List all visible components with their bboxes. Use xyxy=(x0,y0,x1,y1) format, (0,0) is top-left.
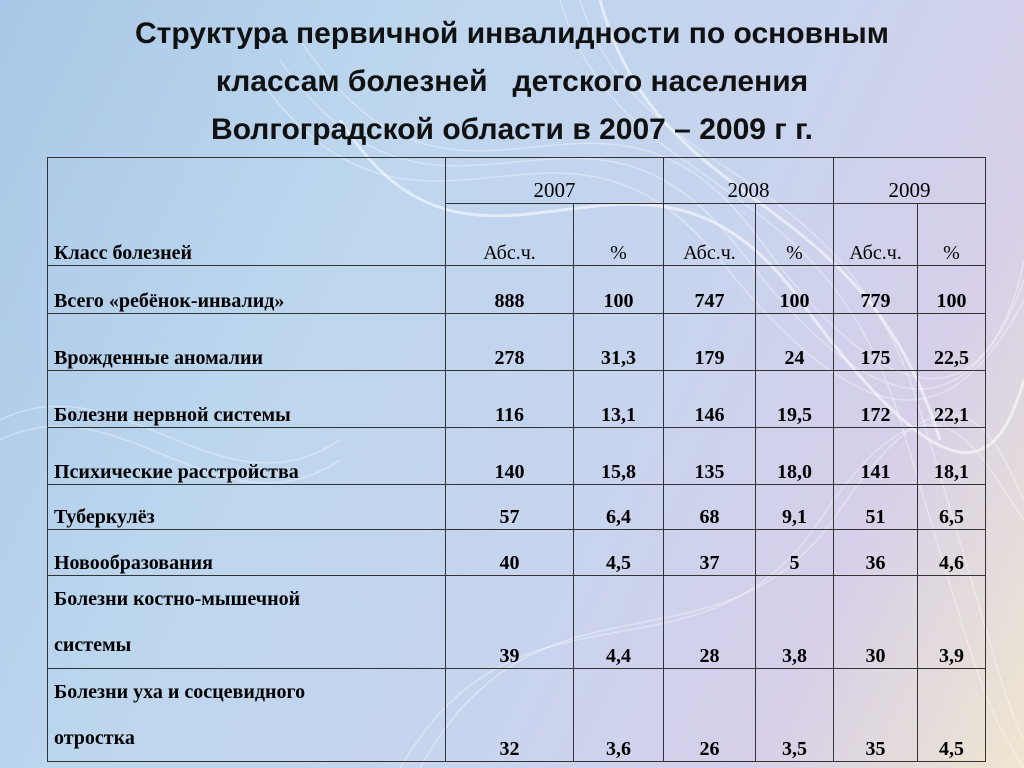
cell-value: 6,5 xyxy=(918,485,986,530)
title-line-3: Волгоградской области в 2007 – 2009 г г. xyxy=(211,113,813,146)
cell-value: 4,5 xyxy=(918,669,986,762)
cell-value: 3,6 xyxy=(574,669,664,762)
row-label xyxy=(48,576,446,669)
cell-value: 13,1 xyxy=(574,371,664,428)
cell-value: 35 xyxy=(834,669,918,762)
cell-value: 888 xyxy=(446,266,574,314)
subheader-abs: Абс.ч. xyxy=(834,204,918,266)
cell-value: 15,8 xyxy=(574,428,664,485)
cell-value: 747 xyxy=(664,266,756,314)
subheader-percent: % xyxy=(918,204,986,266)
table-row xyxy=(48,266,986,314)
cell-value: 6,4 xyxy=(574,485,664,530)
cell-value: 100 xyxy=(574,266,664,314)
table-row xyxy=(48,428,986,485)
cell-value: 26 xyxy=(664,669,756,762)
cell-value: 116 xyxy=(446,371,574,428)
cell-value: 31,3 xyxy=(574,314,664,371)
cell-value: 179 xyxy=(664,314,756,371)
year-header-2009: 2009 xyxy=(834,158,986,204)
table-row xyxy=(48,371,986,428)
cell-value: 51 xyxy=(834,485,918,530)
page-title xyxy=(40,10,984,154)
cell-value: 100 xyxy=(756,266,834,314)
cell-value: 68 xyxy=(664,485,756,530)
cell-value: 28 xyxy=(664,576,756,669)
table-row xyxy=(48,669,986,762)
table-row xyxy=(48,314,986,371)
class-header-cell: Класс болезней xyxy=(48,158,446,266)
title-line-2: классам болезней детского населения xyxy=(215,65,809,98)
cell-value: 22,5 xyxy=(918,314,986,371)
cell-value: 18,1 xyxy=(918,428,986,485)
row-label: Всего «ребёнок-инвалид» xyxy=(48,266,446,314)
row-label-line-1: Болезни костно-мышечной xyxy=(54,588,301,610)
cell-value: 19,5 xyxy=(756,371,834,428)
row-label-line-2: отростка xyxy=(54,727,135,749)
cell-value: 4,4 xyxy=(574,576,664,669)
cell-value: 4,6 xyxy=(918,530,986,576)
cell-value: 779 xyxy=(834,266,918,314)
table-row xyxy=(48,485,986,530)
year-header-2007: 2007 xyxy=(446,158,664,204)
cell-value: 172 xyxy=(834,371,918,428)
disability-structure-table xyxy=(47,157,986,762)
cell-value: 5 xyxy=(756,530,834,576)
row-label: Новообразования xyxy=(48,530,446,576)
cell-value: 22,1 xyxy=(918,371,986,428)
cell-value: 40 xyxy=(446,530,574,576)
title-line-1: Структура первичной инвалидности по основным xyxy=(135,17,889,50)
cell-value: 175 xyxy=(834,314,918,371)
year-header-2008: 2008 xyxy=(664,158,834,204)
row-label: Туберкулёз xyxy=(48,485,446,530)
table-row xyxy=(48,576,986,669)
row-label: Болезни нервной системы xyxy=(48,371,446,428)
subheader-abs: Абс.ч. xyxy=(664,204,756,266)
cell-value: 100 xyxy=(918,266,986,314)
cell-value: 135 xyxy=(664,428,756,485)
cell-value: 141 xyxy=(834,428,918,485)
cell-value: 30 xyxy=(834,576,918,669)
subheader-abs: Абс.ч. xyxy=(446,204,574,266)
subheader-percent: % xyxy=(756,204,834,266)
cell-value: 140 xyxy=(446,428,574,485)
cell-value: 37 xyxy=(664,530,756,576)
table-header-row xyxy=(48,158,986,204)
row-label: Врожденные аномалии xyxy=(48,314,446,371)
cell-value: 4,5 xyxy=(574,530,664,576)
cell-value: 146 xyxy=(664,371,756,428)
cell-value: 39 xyxy=(446,576,574,669)
cell-value: 32 xyxy=(446,669,574,762)
table-row xyxy=(48,530,986,576)
cell-value: 3,8 xyxy=(756,576,834,669)
row-label-line-1: Болезни уха и сосцевидного xyxy=(54,681,306,703)
row-label-line-2: системы xyxy=(54,634,132,656)
cell-value: 18,0 xyxy=(756,428,834,485)
row-label: Психические расстройства xyxy=(48,428,446,485)
cell-value: 3,5 xyxy=(756,669,834,762)
cell-value: 24 xyxy=(756,314,834,371)
cell-value: 3,9 xyxy=(918,576,986,669)
row-label xyxy=(48,669,446,762)
subheader-percent: % xyxy=(574,204,664,266)
cell-value: 9,1 xyxy=(756,485,834,530)
cell-value: 57 xyxy=(446,485,574,530)
cell-value: 36 xyxy=(834,530,918,576)
cell-value: 278 xyxy=(446,314,574,371)
